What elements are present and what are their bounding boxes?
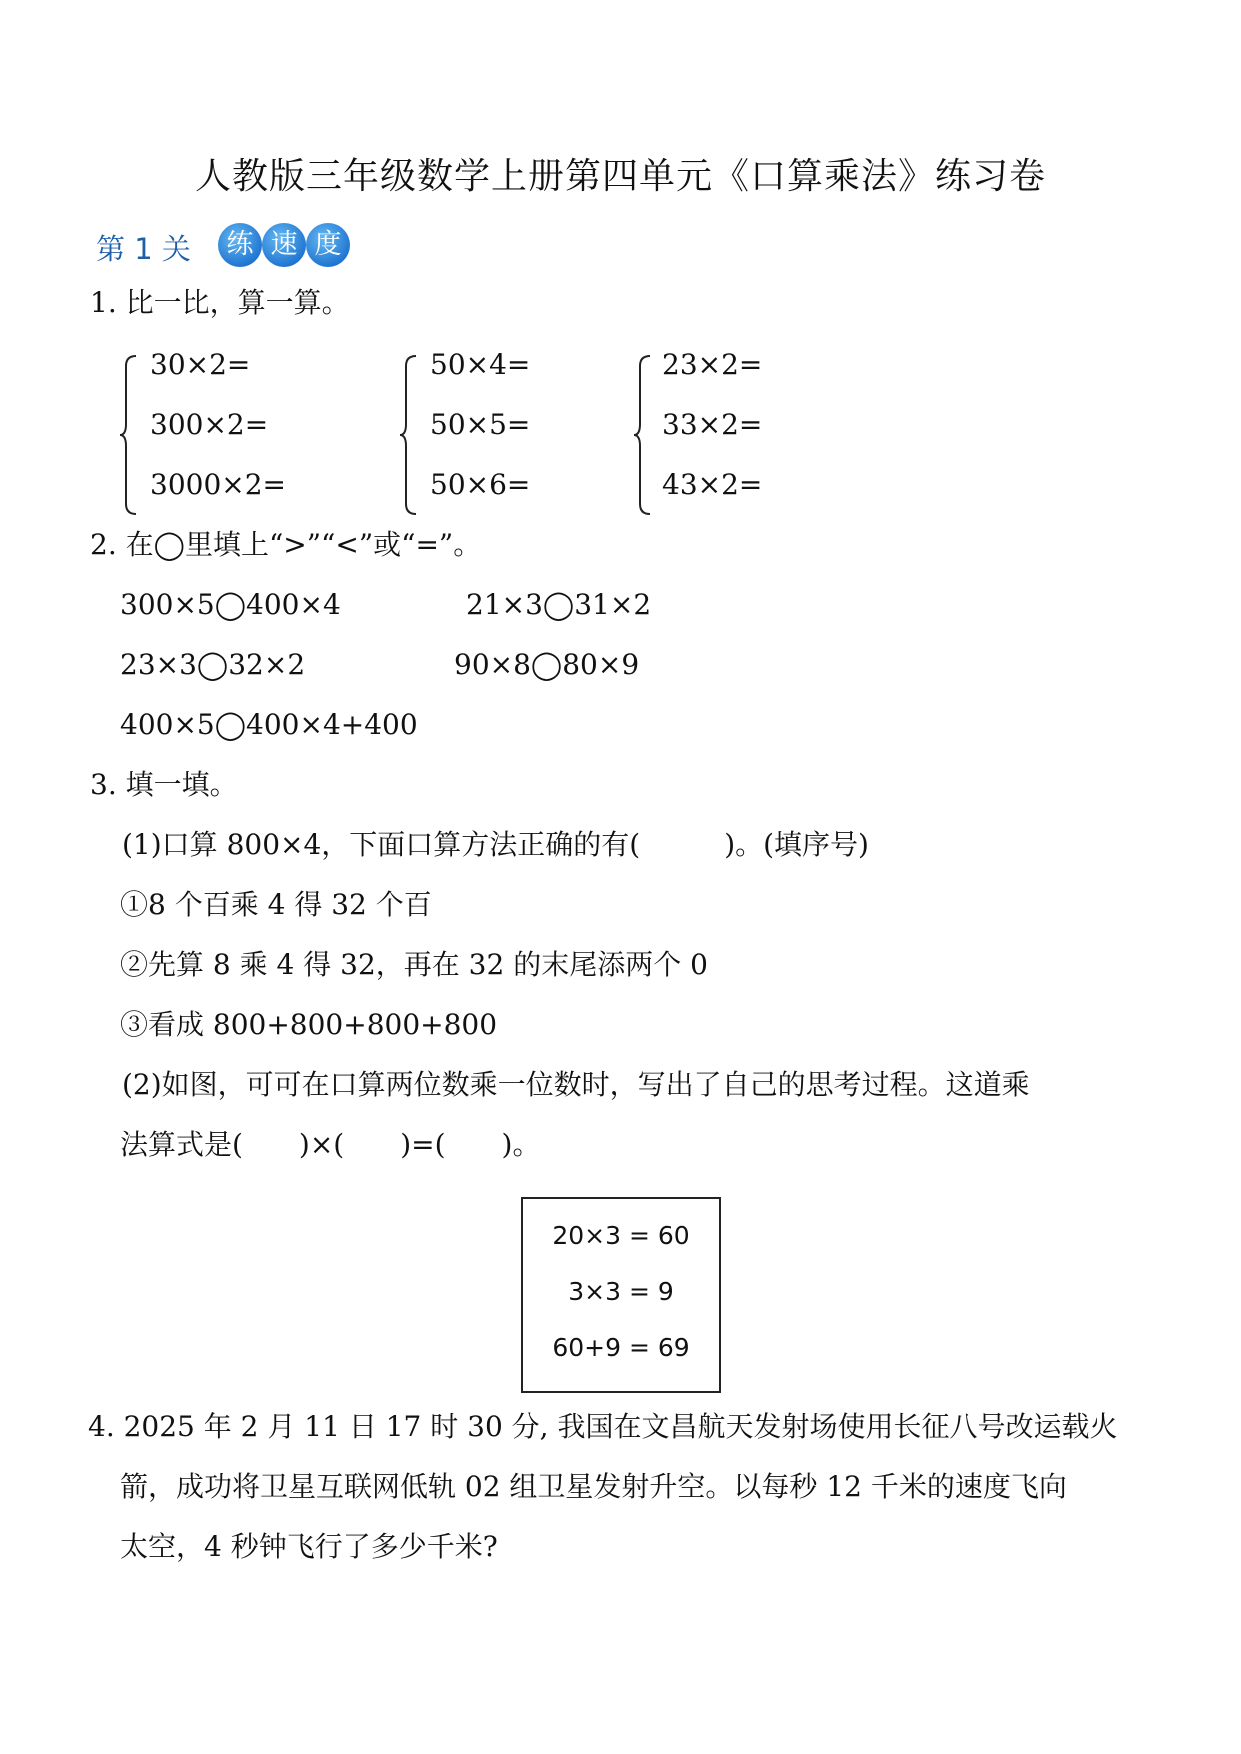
section-label: 第 1 关 [96,232,191,266]
q3-part2-line2: 法算式是( )×( )=( )。 [120,1128,541,1161]
q2-item: 300×5◯400×4 [120,588,341,621]
q1-expr: 30×2= [150,348,251,381]
badge-char: 度 [306,223,350,267]
q4-line: 箭，成功将卫星互联网低轨 02 组卫星发射升空。以每秒 12 千米的速度飞向 [120,1470,1067,1503]
q3-option: ①8 个百乘 4 得 32 个百 [120,888,432,921]
q1-expr: 3000×2= [150,468,286,501]
thinking-process-figure [521,1197,721,1393]
q1-expr: 50×4= [430,348,531,381]
q3-option: ②先算 8 乘 4 得 32，再在 32 的末尾添两个 0 [120,948,708,981]
q1-expr: 43×2= [662,468,763,501]
figure-line: 60+9 = 69 [552,1333,690,1362]
q3-part1: (1)口算 800×4，下面口算方法正确的有( )。(填序号) [122,828,869,861]
q1-prompt: 1. 比一比，算一算。 [90,286,350,319]
brace-icon [118,354,142,516]
q2-prompt: 2. 在◯里填上“>”“<”或“=”。 [90,528,482,561]
q1-expr: 33×2= [662,408,763,441]
q2-item: 90×8◯80×9 [454,648,640,681]
brace-icon [398,354,422,516]
section-badge [218,223,352,267]
q2-item: 23×3◯32×2 [120,648,306,681]
figure-line: 3×3 = 9 [568,1277,674,1306]
badge-char: 练 [218,223,262,267]
q4-line: 4. 2025 年 2 月 11 日 17 时 30 分, 我国在文昌航天发射场使用长征八号改运载火 [88,1410,1118,1443]
q1-expr: 23×2= [662,348,763,381]
q1-expr: 50×6= [430,468,531,501]
figure-line: 20×3 = 60 [552,1221,690,1250]
q2-item: 400×5◯400×4+400 [120,708,418,741]
badge-char: 速 [262,223,306,267]
q3-part2-line1: (2)如图，可可在口算两位数乘一位数时，写出了自己的思考过程。这道乘 [122,1068,1030,1101]
q3-prompt: 3. 填一填。 [90,768,238,801]
q4-line: 太空，4 秒钟飞行了多少千米? [120,1530,498,1563]
q1-expr: 50×5= [430,408,531,441]
q2-item: 21×3◯31×2 [466,588,652,621]
q3-option: ③看成 800+800+800+800 [120,1008,498,1041]
q1-expr: 300×2= [150,408,269,441]
brace-icon [632,354,656,516]
page-title: 人教版三年级数学上册第四单元《口算乘法》练习卷 [194,156,1046,197]
